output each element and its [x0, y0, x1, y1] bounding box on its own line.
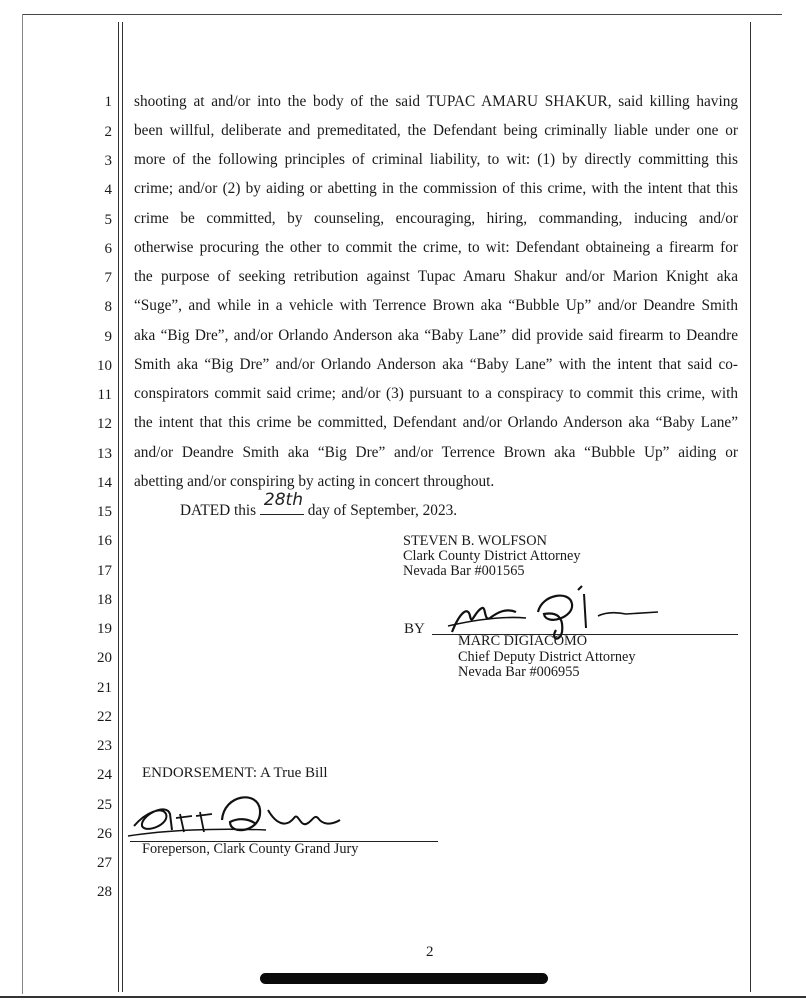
left-margin-rule-inner: [122, 22, 123, 992]
body-line: “Suge”, and while in a vehicle with Terrence Brown aka “Bubble Up” and/or Deandre Smith: [134, 297, 738, 314]
body-line: been willful, deliberate and premeditated, the Defendant being criminally liable under one or: [134, 122, 738, 139]
body-line: conspirators commit said crime; and/or (3) pursuant to a conspiracy to commit this crime, with: [134, 385, 738, 402]
line-number: 13: [97, 446, 112, 462]
page-bottom-edge: [0, 996, 806, 998]
body-line: aka “Big Dre”, and/or Orlando Anderson aka “Baby Lane” did provide said firearm to Deandre: [134, 327, 738, 344]
dated-prefix: DATED this: [180, 502, 257, 519]
line-number: 3: [104, 153, 112, 169]
line-number: 18: [97, 592, 112, 608]
body-line: otherwise procuring the other to commit the crime, to wit: Defendant obtaineing a firearm for: [134, 239, 738, 256]
line-number: 25: [97, 797, 112, 813]
line-number: 28: [97, 884, 112, 900]
line-number: 6: [104, 241, 112, 257]
body-line: abetting and/or conspiring by acting in concert throughout.: [134, 473, 495, 490]
line-number: 11: [97, 387, 112, 403]
line-number: 8: [104, 299, 112, 315]
line-number: 9: [104, 329, 112, 345]
line-number: 17: [97, 563, 112, 579]
body-line: more of the following principles of criminal liability, to wit: (1) by directly committing this: [134, 151, 738, 168]
page-left-edge: [22, 14, 23, 994]
line-number: 22: [97, 709, 112, 725]
page-number: 2: [426, 944, 434, 960]
foreperson-label: Foreperson, Clark County Grand Jury: [142, 841, 359, 857]
line-number: 4: [104, 182, 112, 198]
dated-suffix: day of September, 2023.: [307, 502, 458, 519]
line-number: 12: [97, 416, 112, 432]
home-indicator-bar[interactable]: [260, 973, 548, 984]
body-line: the purpose of seeking retribution against Tupac Amaru Shakur and/or Marion Knight aka: [134, 268, 738, 285]
body-line: and/or Deandre Smith aka “Big Dre” and/or Terrence Brown aka “Bubble Up” aiding or: [134, 444, 738, 461]
deputy-title: Chief Deputy District Attorney: [458, 649, 636, 665]
handwritten-day: 28th: [263, 490, 303, 510]
line-number: 1: [104, 94, 112, 110]
da-title: Clark County District Attorney: [403, 548, 581, 564]
line-number: 24: [97, 767, 112, 783]
line-number: 15: [97, 504, 112, 520]
deputy-name: MARC DIGIACOMO: [458, 633, 588, 649]
dated-line: [180, 490, 458, 520]
right-margin-rule: [750, 22, 751, 992]
body-line: crime; and/or (2) by aiding or abetting in the commission of this crime, with the intent that this: [134, 180, 738, 197]
line-number: 19: [97, 621, 112, 637]
line-number: 23: [97, 738, 112, 754]
deputy-bar-number: Nevada Bar #006955: [458, 664, 580, 680]
line-number: 2: [104, 124, 112, 140]
da-name: STEVEN B. WOLFSON: [403, 533, 547, 549]
line-number: 20: [97, 650, 112, 666]
line-number: 10: [97, 358, 112, 374]
body-line: shooting at and/or into the body of the said TUPAC AMARU SHAKUR, said killing having: [134, 93, 738, 110]
line-number: 7: [104, 270, 112, 286]
line-number: 21: [97, 680, 112, 696]
line-number: 5: [104, 212, 112, 228]
endorsement-text: ENDORSEMENT: A True Bill: [142, 765, 328, 781]
left-margin-rule-outer: [118, 22, 119, 992]
line-number: 26: [97, 826, 112, 842]
page-top-edge: [22, 14, 782, 15]
line-number: 14: [97, 475, 112, 491]
dated-day-blank: [260, 490, 304, 515]
body-line: crime be committed, by counseling, encouraging, hiring, commanding, inducing and/or: [134, 210, 738, 227]
line-number: 16: [97, 533, 112, 549]
by-label: BY: [404, 621, 425, 637]
line-number: 27: [97, 855, 112, 871]
da-bar-number: Nevada Bar #001565: [403, 563, 525, 579]
body-line: Smith aka “Big Dre” and/or Orlando Anderson aka “Baby Lane” with the intent that said co-: [134, 356, 738, 373]
foreperson-signature-icon: [126, 784, 362, 846]
body-line: the intent that this crime be committed, Defendant and/or Orlando Anderson aka “Baby Lane”: [134, 414, 738, 431]
